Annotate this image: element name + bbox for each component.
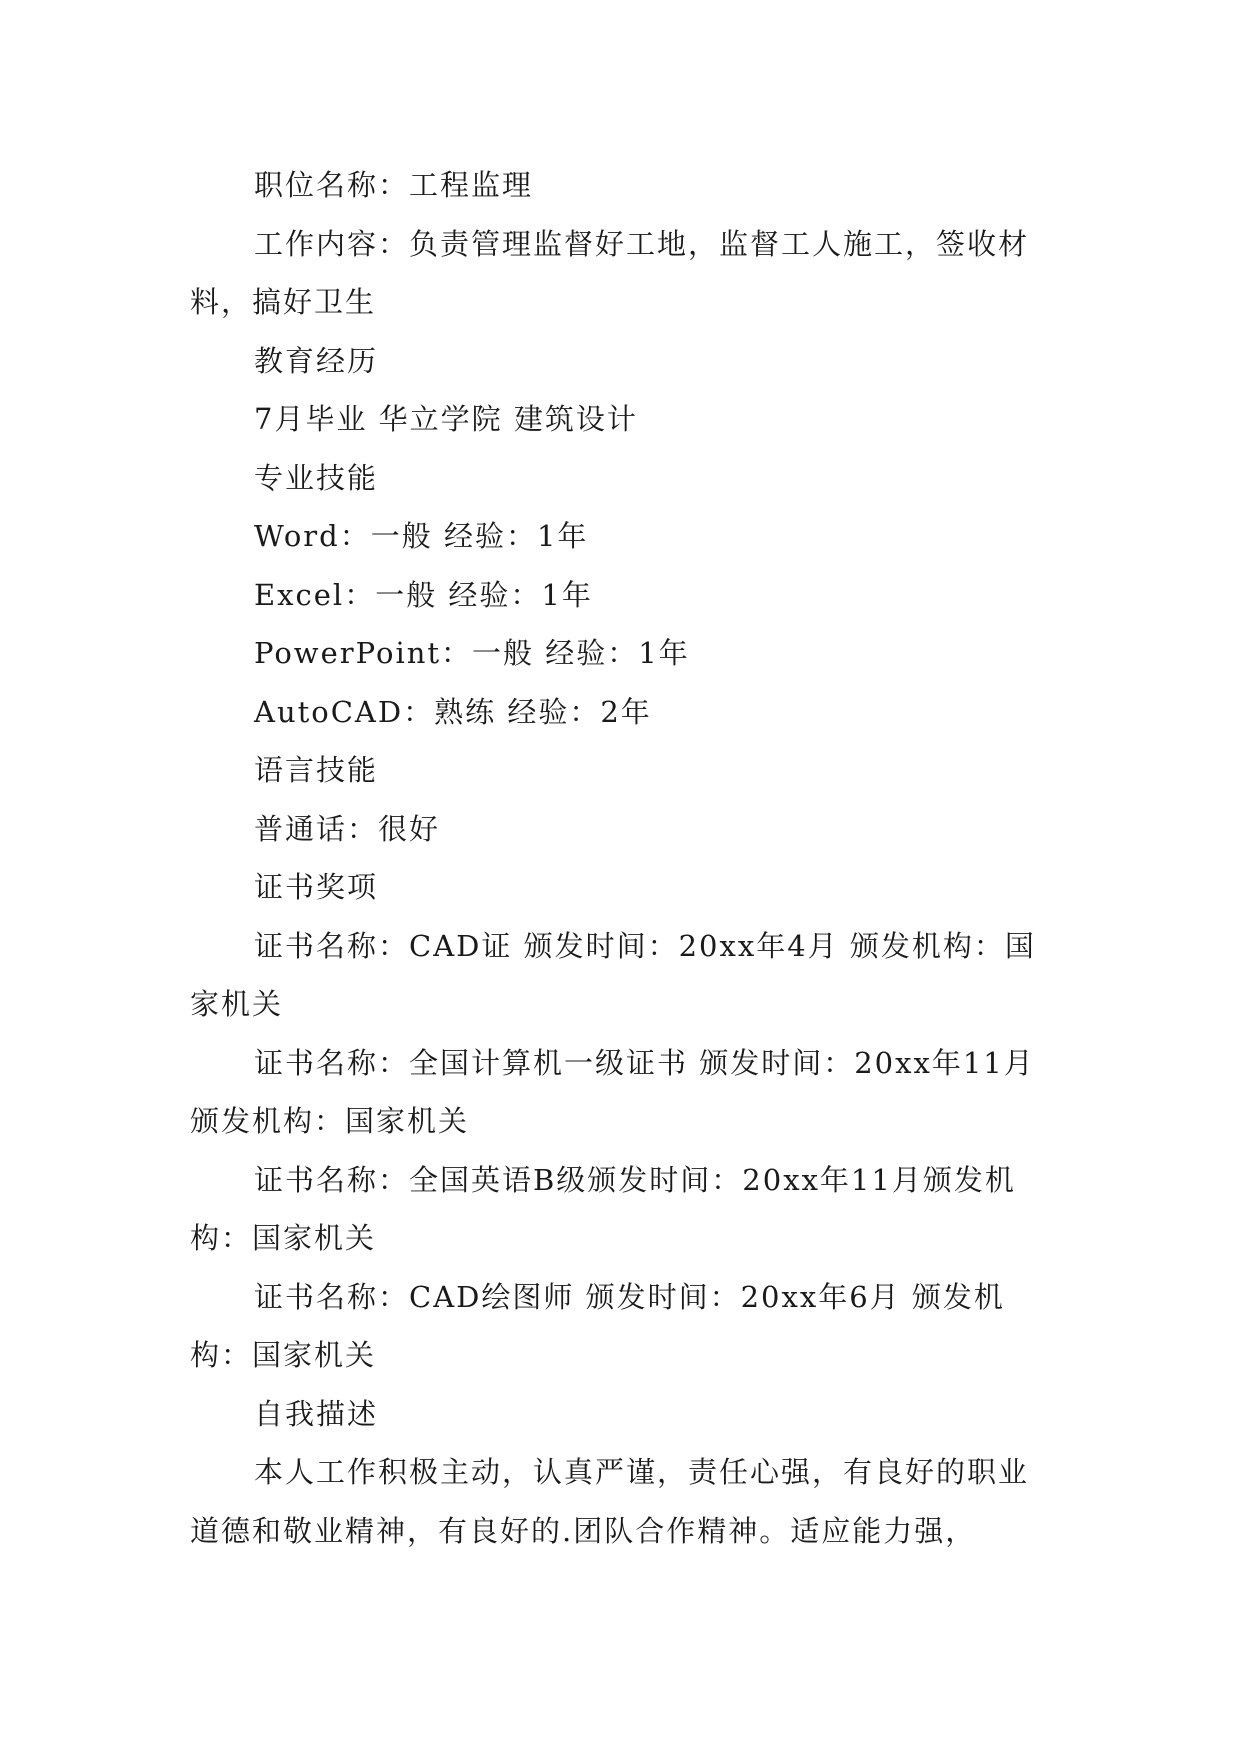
skills-heading: 专业技能 [254, 460, 379, 495]
certificate-entry: 证书名称：全国计算机一级证书 颁发时间：20xx年11月 颁发机构：国家机关 [190, 1045, 1035, 1138]
self-description-heading: 自我描述 [254, 1396, 379, 1431]
document-body [190, 156, 1052, 1560]
skill-word: Word：一般 经验：1年 [254, 519, 589, 553]
skill-powerpoint: PowerPoint：一般 经验：1年 [254, 636, 690, 670]
job-title-line: 职位名称：工程监理 [254, 168, 534, 202]
education-heading: 教育经历 [254, 343, 379, 378]
certificates-heading: 证书奖项 [254, 870, 379, 904]
skill-excel: Excel：一般 经验：1年 [254, 577, 593, 612]
certificate-entry: 证书名称：CAD证 颁发时间：20xx年4月 颁发机构：国家机关 [190, 928, 1036, 1021]
self-description-text: 本人工作积极主动，认真严谨，责任心强，有良好的职业道德和敬业精神，有良好的.团队合作精神。适应能力强， [190, 1455, 1030, 1548]
job-duties-line: 工作内容：负责管理监督好工地，监督工人施工，签收材料，搞好卫生 [190, 226, 1030, 319]
certificate-entry: 证书名称：CAD绘图师 颁发时间：20xx年6月 颁发机构：国家机关 [190, 1279, 1005, 1372]
education-entry: 7月毕业 华立学院 建筑设计 [254, 402, 638, 436]
certificate-entry: 证书名称：全国英语B级颁发时间：20xx年11月颁发机构：国家机关 [190, 1162, 1016, 1255]
language-mandarin: 普通话：很好 [254, 811, 441, 846]
skill-autocad: AutoCAD：熟练 经验：2年 [254, 694, 652, 729]
language-heading: 语言技能 [254, 753, 379, 787]
